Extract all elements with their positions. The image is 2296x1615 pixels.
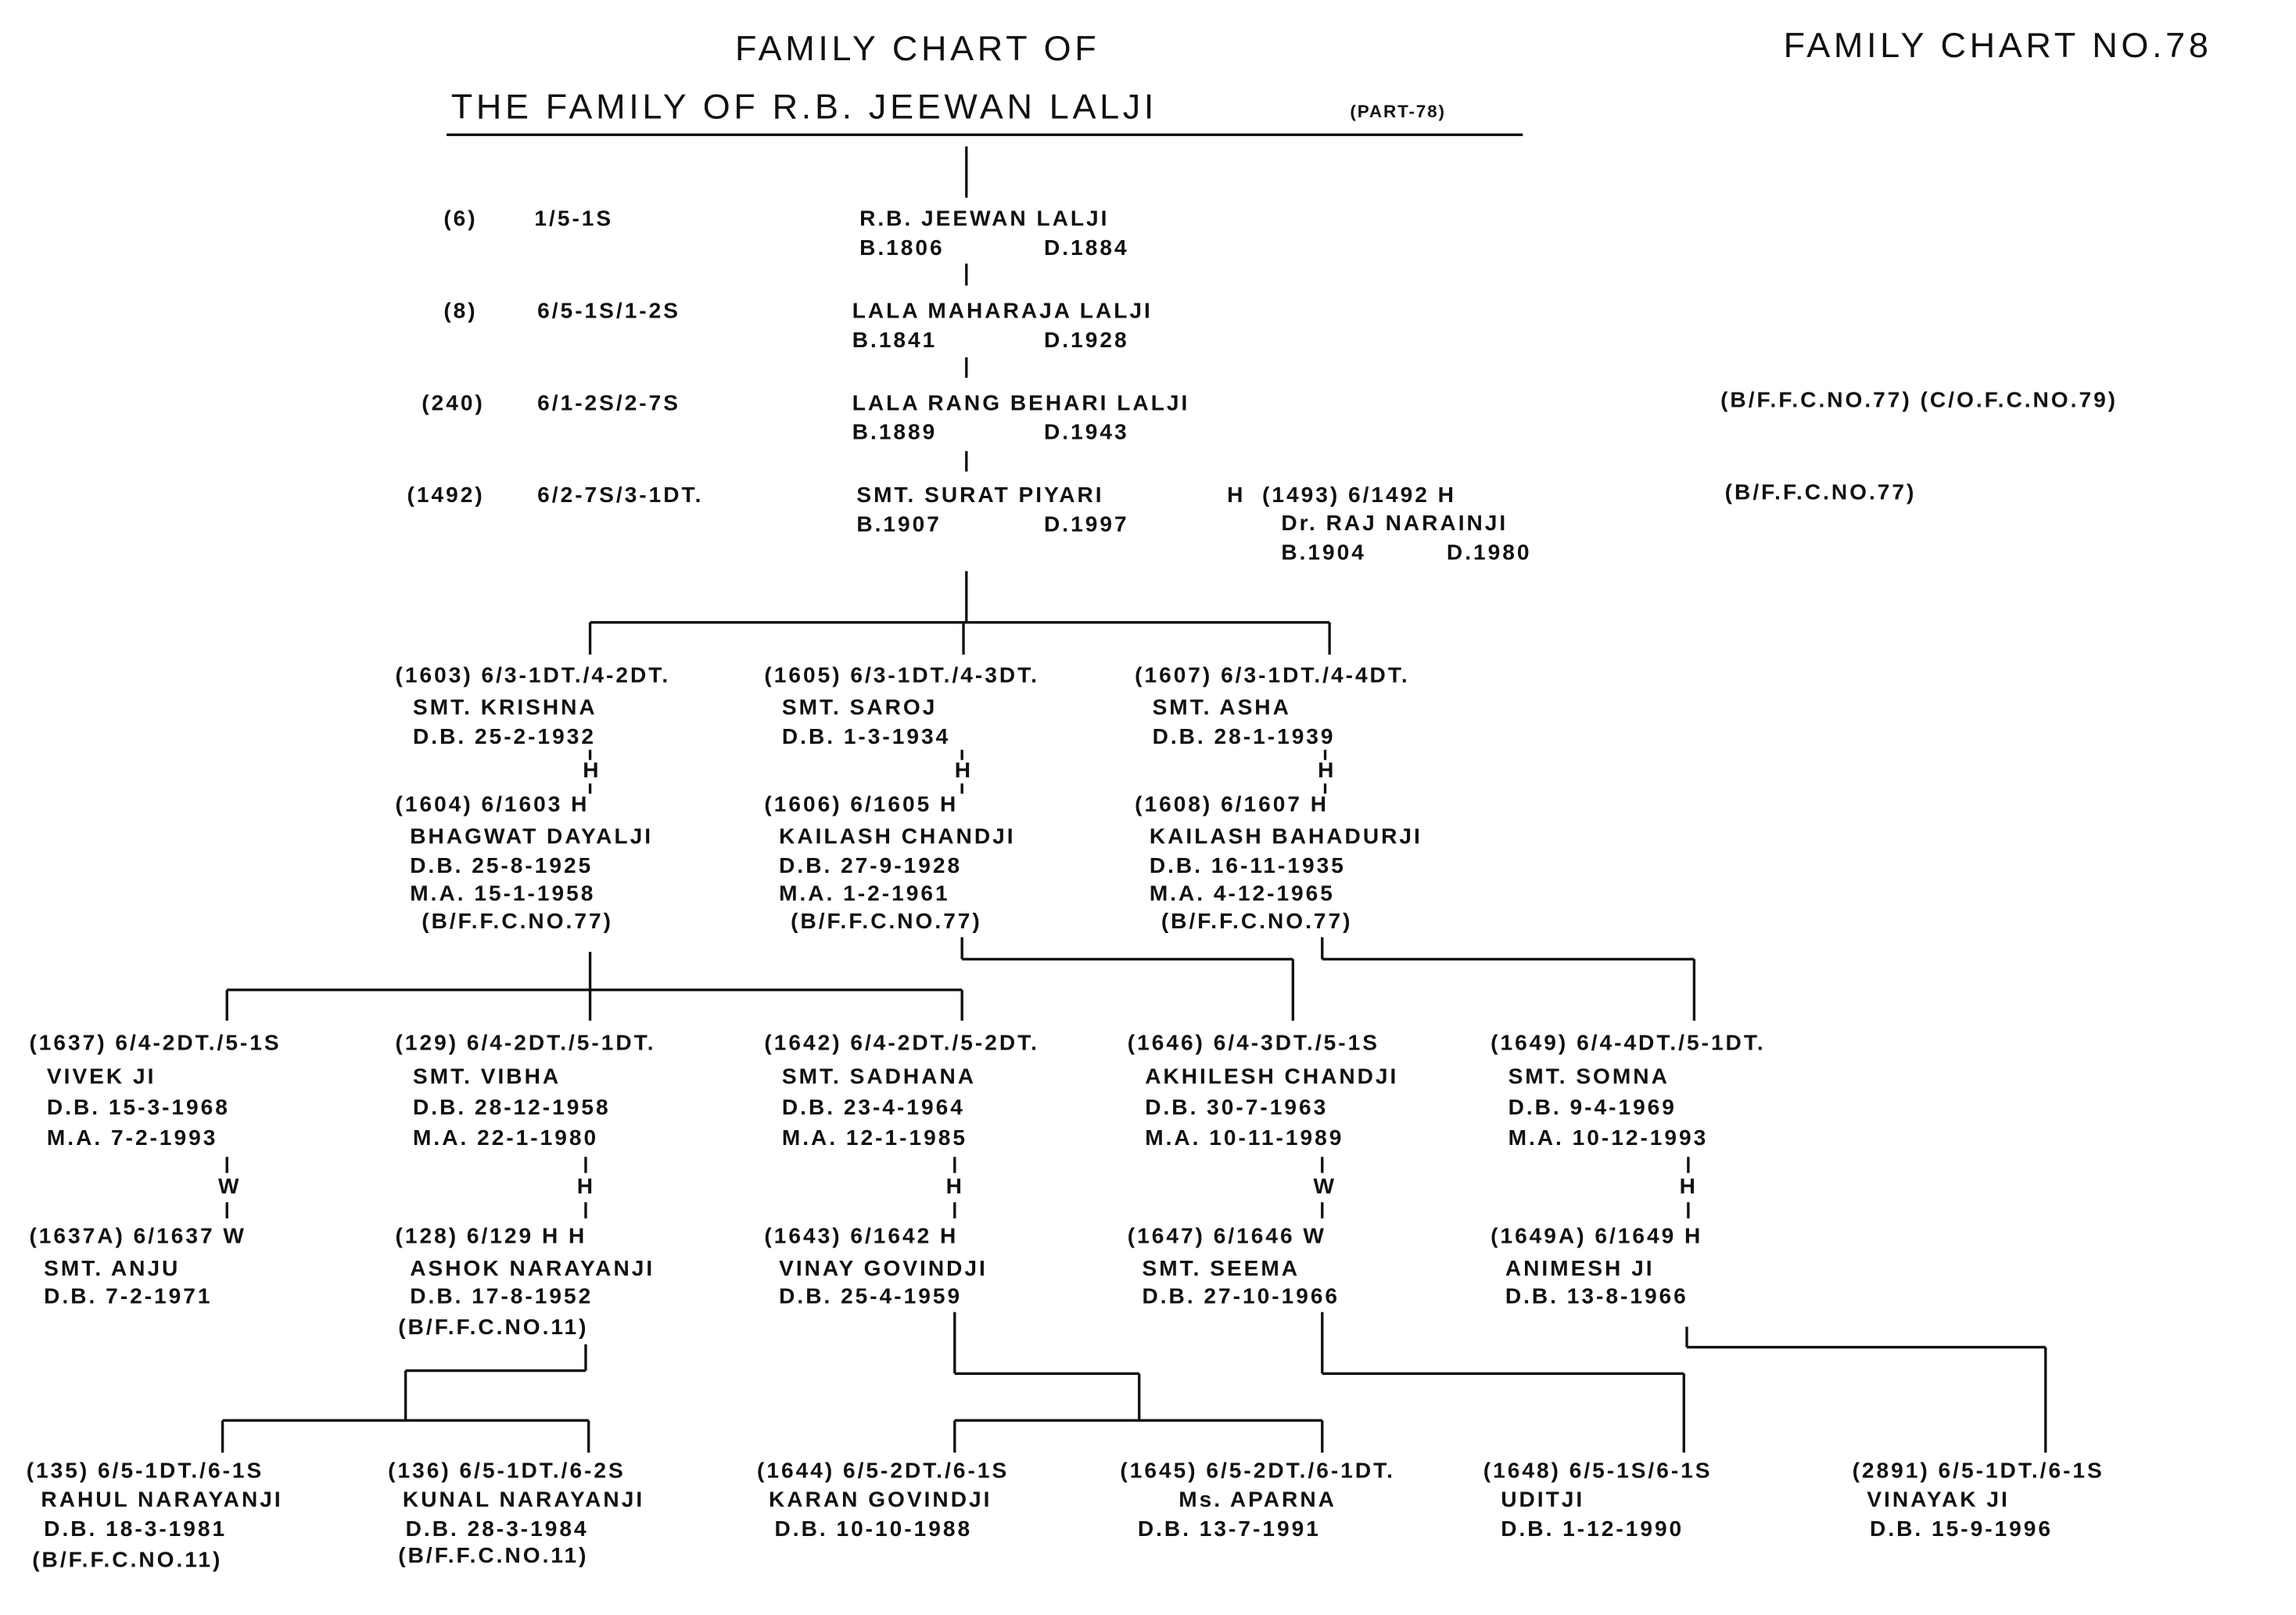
date-of-birth: D.B. 23-4-1964 <box>781 1095 965 1121</box>
spouse-header: (1604) 6/1603 H <box>395 791 590 817</box>
chart-ref: (B/F.F.C.NO.11) <box>32 1548 223 1573</box>
relation-code: 6/5-1S/1-2S <box>537 298 681 324</box>
person-header: (1645) 6/5-2DT./6-1DT. <box>1120 1458 1395 1484</box>
person-header: (1605) 6/3-1DT./4-3DT. <box>764 663 1039 689</box>
birth-year: B.1889 <box>852 420 938 446</box>
marriage-date: M.A. 22-1-1980 <box>413 1125 599 1151</box>
date-of-birth: D.B. 1-3-1934 <box>781 724 951 750</box>
marriage-date: M.A. 4-12-1965 <box>1149 881 1335 907</box>
marriage-date: M.A. 10-11-1989 <box>1145 1125 1344 1151</box>
relation-code: 6/2-7S/3-1DT. <box>537 483 704 508</box>
spouse-name: KAILASH BAHADURJI <box>1149 824 1422 849</box>
person-name: VIVEK JI <box>46 1064 156 1090</box>
spouse-header: (1637A) 6/1637 W <box>29 1224 246 1250</box>
spouse-link-label: W <box>1313 1174 1337 1200</box>
marriage-date: M.A. 12-1-1985 <box>781 1125 967 1151</box>
spouse-name: SMT. SEEMA <box>1142 1256 1300 1282</box>
person-id: (6) <box>443 206 478 231</box>
spouse-chart-ref: (B/F.F.C.NO.11) <box>398 1315 589 1340</box>
title-line-2: THE FAMILY OF R.B. JEEWAN LALJI <box>450 88 1158 127</box>
person-header: (136) 6/5-1DT./6-2S <box>388 1458 626 1484</box>
date-of-birth: D.B. 9-4-1969 <box>1508 1095 1677 1121</box>
date-of-birth: D.B. 25-2-1932 <box>413 724 597 750</box>
person-header: (1646) 6/4-3DT./5-1S <box>1127 1031 1379 1057</box>
spouse-header: (128) 6/129 H H <box>395 1224 587 1250</box>
person-id: (1492) <box>407 483 485 508</box>
spouse-date-of-birth: D.B. 25-4-1959 <box>779 1284 963 1309</box>
spouse-chart-ref: (B/F.F.C.NO.77) <box>791 909 982 935</box>
marriage-date: M.A. 15-1-1958 <box>410 881 596 907</box>
person-name: SMT. KRISHNA <box>413 695 597 721</box>
spouse-name: Dr. RAJ NARAINJI <box>1281 511 1509 537</box>
cross-ref-1: (B/F.F.C.NO.77) (C/O.F.C.NO.79) <box>1720 388 2118 414</box>
person-name: SMT. SAROJ <box>781 695 938 721</box>
chart-number: FAMILY CHART NO.78 <box>1783 26 2212 66</box>
spouse-date-of-birth: D.B. 27-10-1966 <box>1142 1284 1340 1309</box>
birth-year: B.1907 <box>856 512 942 538</box>
person-header: (1637) 6/4-2DT./5-1S <box>29 1031 282 1057</box>
date-of-birth: D.B. 28-1-1939 <box>1152 724 1336 750</box>
spouse-date-of-birth: D.B. 13-8-1966 <box>1505 1284 1688 1309</box>
date-of-birth: D.B. 28-12-1958 <box>413 1095 611 1121</box>
date-of-birth: D.B. 28-3-1984 <box>405 1516 589 1542</box>
spouse-date-of-birth: D.B. 7-2-1971 <box>44 1284 213 1309</box>
spouse-id: (1493) 6/1492 H <box>1262 483 1456 508</box>
person-header: (1648) 6/5-1S/6-1S <box>1483 1458 1713 1484</box>
person-id: (8) <box>443 298 478 324</box>
spouse-death-year: D.1980 <box>1446 540 1532 565</box>
person-header: (1644) 6/5-2DT./6-1S <box>757 1458 1010 1484</box>
person-name: Ms. APARNA <box>1178 1488 1336 1513</box>
death-year: D.1997 <box>1044 512 1129 538</box>
spouse-link-label: H <box>583 758 601 784</box>
spouse-birth-year: B.1904 <box>1281 540 1366 565</box>
spouse-chart-ref: (B/F.F.C.NO.77) <box>422 909 613 935</box>
date-of-birth: D.B. 1-12-1990 <box>1501 1516 1684 1542</box>
person-header: (1607) 6/3-1DT./4-4DT. <box>1135 663 1410 689</box>
cross-ref-2: (B/F.F.C.NO.77) <box>1724 480 1917 505</box>
marriage-date: M.A. 10-12-1993 <box>1508 1125 1709 1151</box>
person-name: SMT. VIBHA <box>413 1064 561 1090</box>
spouse-header: (1649A) 6/1649 H <box>1491 1224 1703 1250</box>
spouse-name: KAILASH CHANDJI <box>779 824 1016 849</box>
birth-year: B.1806 <box>859 235 945 261</box>
person-header: (135) 6/5-1DT./6-1S <box>26 1458 264 1484</box>
date-of-birth: D.B. 30-7-1963 <box>1145 1095 1329 1121</box>
spouse-date-of-birth: D.B. 17-8-1952 <box>410 1284 594 1309</box>
date-of-birth: D.B. 13-7-1991 <box>1137 1516 1321 1542</box>
person-name: KUNAL NARAYANJI <box>402 1488 645 1513</box>
person-name: KARAN GOVINDJI <box>769 1488 992 1513</box>
birth-year: B.1841 <box>852 328 938 354</box>
date-of-birth: D.B. 15-9-1996 <box>1870 1516 2054 1542</box>
spouse-date-of-birth: D.B. 25-8-1925 <box>410 853 594 879</box>
person-name: LALA RANG BEHARI LALJI <box>852 390 1190 416</box>
death-year: D.1884 <box>1044 235 1129 261</box>
spouse-name: SMT. ANJU <box>44 1256 181 1282</box>
person-header: (1642) 6/4-2DT./5-2DT. <box>764 1031 1039 1057</box>
relation-code: 6/1-2S/2-7S <box>537 390 681 416</box>
spouse-link-label: H <box>1318 758 1336 784</box>
spouse-link-label: H <box>1679 1174 1698 1200</box>
relation-code: 1/5-1S <box>534 206 614 231</box>
person-name: UDITJI <box>1501 1488 1585 1513</box>
person-id: (240) <box>422 390 485 416</box>
death-year: D.1943 <box>1044 420 1129 446</box>
title-line-1: FAMILY CHART OF <box>734 29 1100 70</box>
person-name: AKHILESH CHANDJI <box>1145 1064 1399 1090</box>
spouse-date-of-birth: D.B. 27-9-1928 <box>779 853 963 879</box>
spouse-header: (1608) 6/1607 H <box>1135 791 1329 817</box>
part-label: (PART-78) <box>1350 101 1446 122</box>
spouse-chart-ref: (B/F.F.C.NO.77) <box>1161 909 1353 935</box>
spouse-header: (1606) 6/1605 H <box>764 791 959 817</box>
spouse-link-label: H <box>1227 483 1246 508</box>
spouse-name: VINAY GOVINDJI <box>779 1256 988 1282</box>
person-name: SMT. SURAT PIYARI <box>856 483 1104 508</box>
person-name: SMT. ASHA <box>1152 695 1291 721</box>
spouse-name: ANIMESH JI <box>1505 1256 1655 1282</box>
spouse-name: BHAGWAT DAYALJI <box>410 824 654 849</box>
marriage-date: M.A. 1-2-1961 <box>779 881 950 907</box>
spouse-header: (1647) 6/1646 W <box>1127 1224 1326 1250</box>
person-name: SMT. SADHANA <box>781 1064 977 1090</box>
spouse-link-label: H <box>576 1174 596 1200</box>
spouse-link-label: H <box>945 1174 964 1200</box>
person-name: SMT. SOMNA <box>1508 1064 1670 1090</box>
spouse-name: ASHOK NARAYANJI <box>410 1256 655 1282</box>
person-header: (1603) 6/3-1DT./4-2DT. <box>395 663 671 689</box>
person-header: (1649) 6/4-4DT./5-1DT. <box>1491 1031 1766 1057</box>
date-of-birth: D.B. 10-10-1988 <box>774 1516 973 1542</box>
marriage-date: M.A. 7-2-1993 <box>46 1125 218 1151</box>
spouse-date-of-birth: D.B. 16-11-1935 <box>1149 853 1346 879</box>
date-of-birth: D.B. 15-3-1968 <box>46 1095 230 1121</box>
person-name: RAHUL NARAYANJI <box>41 1488 283 1513</box>
person-header: (2891) 6/5-1DT./6-1S <box>1852 1458 2104 1484</box>
date-of-birth: D.B. 18-3-1981 <box>44 1516 228 1542</box>
spouse-link-label: W <box>217 1174 242 1200</box>
person-name: LALA MAHARAJA LALJI <box>852 298 1153 324</box>
person-name: R.B. JEEWAN LALJI <box>859 206 1110 231</box>
spouse-header: (1643) 6/1642 H <box>764 1224 959 1250</box>
person-header: (129) 6/4-2DT./5-1DT. <box>395 1031 656 1057</box>
chart-ref: (B/F.F.C.NO.11) <box>398 1543 589 1569</box>
spouse-link-label: H <box>954 758 974 784</box>
person-name: VINAYAK JI <box>1867 1488 2010 1513</box>
death-year: D.1928 <box>1044 328 1129 354</box>
